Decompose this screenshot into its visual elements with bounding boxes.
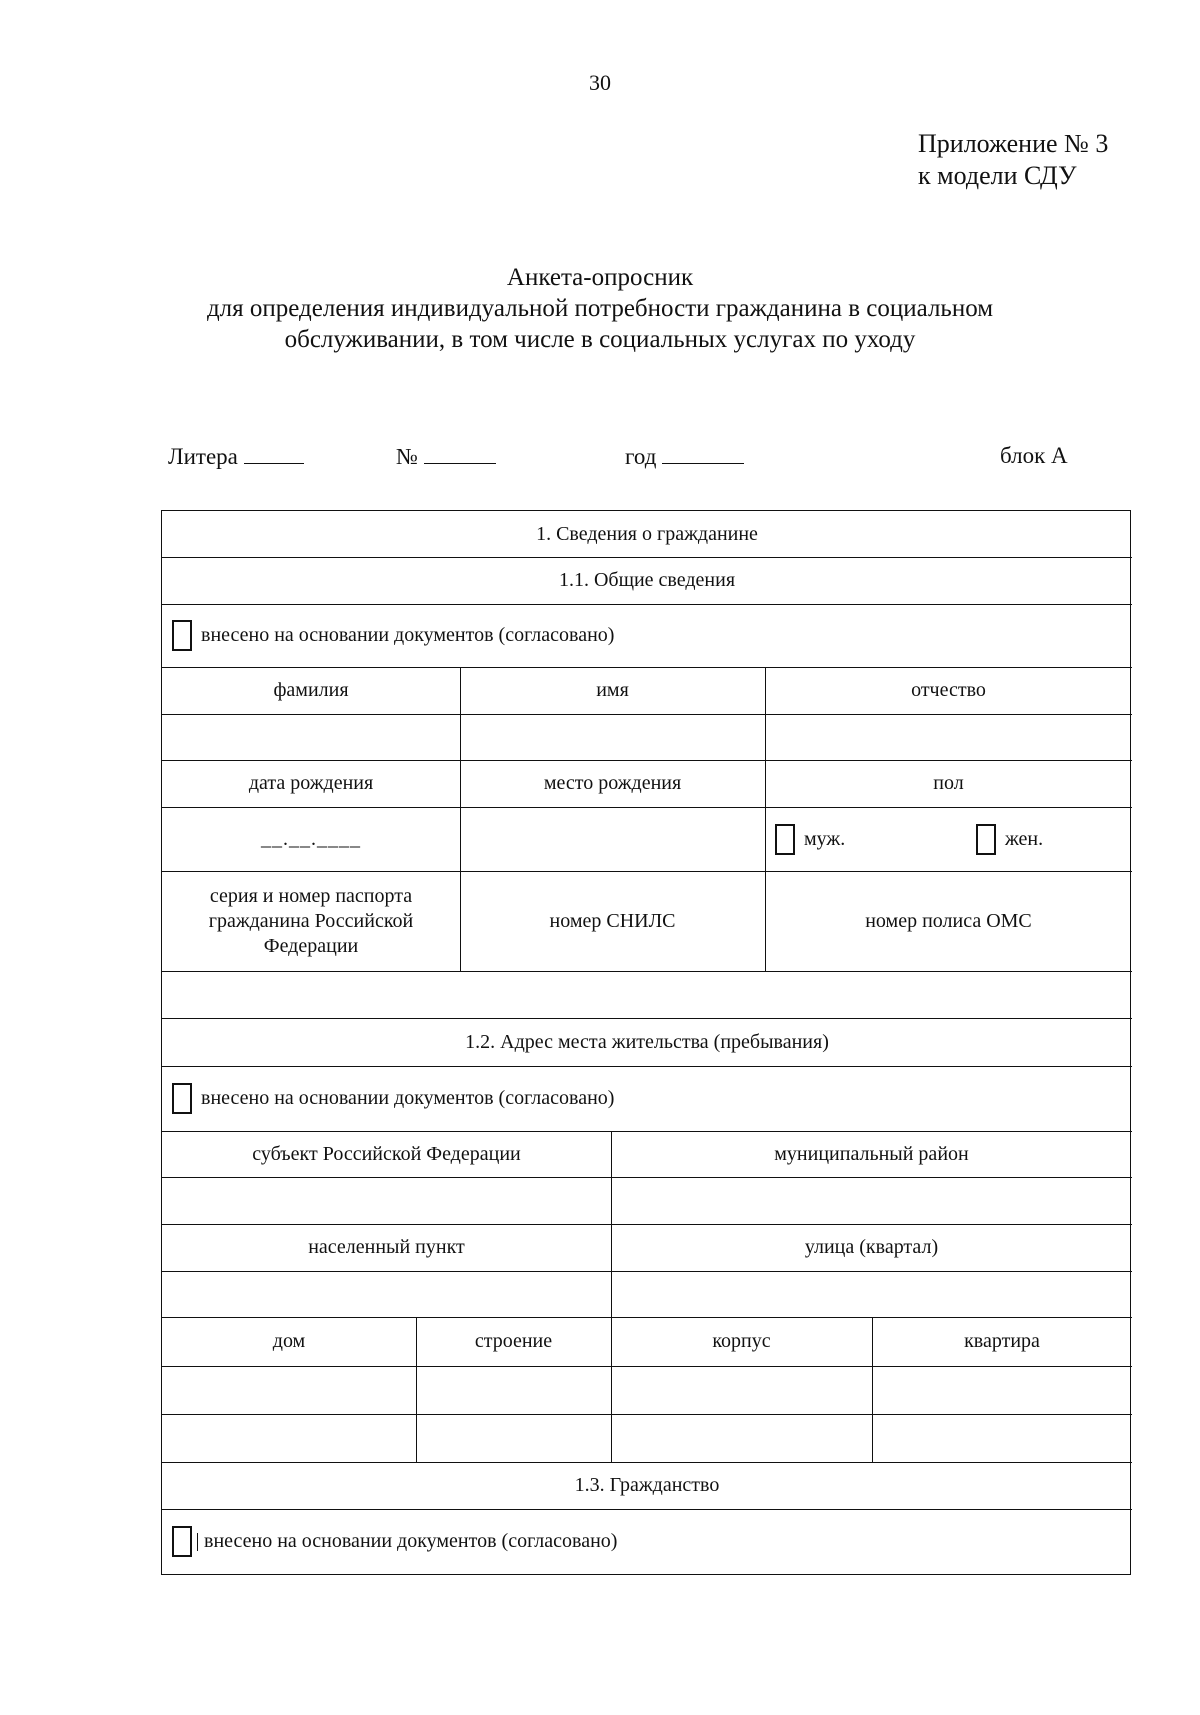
gender-male-option[interactable]	[765, 807, 965, 871]
gender-male-label: муж.	[804, 827, 846, 850]
house-input-2[interactable]	[162, 1414, 416, 1462]
locality-input[interactable]	[162, 1271, 611, 1317]
docs-checkbox-row-1	[162, 604, 1132, 667]
docs-checkbox-row-2	[162, 1066, 1132, 1131]
first-name-input[interactable]	[460, 714, 765, 760]
street-input[interactable]	[611, 1271, 1132, 1317]
snils-input[interactable]	[460, 971, 765, 1018]
section-1-title: 1. Сведения о гражданине	[536, 522, 758, 545]
gender-female-checkbox[interactable]	[976, 824, 996, 855]
docs-checkbox-row-3	[162, 1509, 1132, 1574]
title-line-3: обслуживании, в том числе в социальных услугах по уходу	[284, 326, 916, 353]
header-block: корпус	[712, 1330, 771, 1352]
header-region: субъект Российской Федерации	[252, 1142, 521, 1165]
header-street: улица (квартал)	[804, 1236, 939, 1258]
docs-checkbox-label-2: внесено на основании документов (согласовано)	[201, 1087, 615, 1109]
year-field	[625, 443, 744, 470]
surname-input[interactable]	[162, 714, 460, 760]
litera-field	[168, 443, 304, 470]
region-input[interactable]	[162, 1177, 611, 1224]
docs-checkbox-1[interactable]	[172, 620, 192, 651]
document-title	[0, 262, 1200, 355]
municipal-district-input[interactable]	[611, 1177, 1132, 1224]
year-label: год	[625, 444, 657, 469]
oms-policy-input[interactable]	[765, 971, 1132, 1018]
block-input[interactable]	[611, 1366, 872, 1414]
gender-female-label: жен.	[1005, 827, 1044, 850]
section-1-1-title: 1.1. Общие сведения	[558, 569, 736, 591]
litera-input[interactable]	[244, 443, 304, 464]
docs-checkbox-label-3: внесено на основании документов (согласовано)	[204, 1530, 618, 1552]
section-1-3-title: 1.3. Гражданство	[574, 1474, 720, 1496]
appendix-line-1: Приложение № 3	[918, 129, 1109, 158]
passport-input[interactable]	[162, 971, 460, 1018]
header-surname: фамилия	[273, 679, 349, 701]
apartment-input-2[interactable]	[872, 1414, 1132, 1462]
gender-female-option[interactable]	[974, 807, 1132, 871]
checkbox-bar-mark	[197, 1533, 198, 1551]
building-input-2[interactable]	[416, 1414, 611, 1462]
header-first-name: имя	[596, 679, 629, 701]
apartment-input[interactable]	[872, 1366, 1132, 1414]
header-oms-policy: номер полиса ОМС	[865, 909, 1032, 932]
birth-date-input[interactable]	[162, 807, 460, 871]
header-patronymic: отчество	[911, 679, 986, 701]
header-gender: пол	[933, 772, 964, 794]
header-passport: серия и номер паспорта гражданина Российской Федерации	[208, 884, 414, 957]
header-birth-date: дата рождения	[248, 772, 374, 794]
header-municipal-district: муниципальный район	[774, 1142, 969, 1165]
questionnaire-form	[161, 510, 1131, 1575]
docs-checkbox-3[interactable]	[172, 1526, 192, 1557]
number-label: №	[396, 444, 418, 469]
appendix-header	[918, 128, 1108, 192]
page-number: 30	[589, 70, 611, 95]
block-input-2[interactable]	[611, 1414, 872, 1462]
litera-label: Литера	[168, 444, 238, 469]
house-input[interactable]	[162, 1366, 416, 1414]
title-line-1: Анкета-опросник	[506, 264, 694, 291]
birth-date-placeholder: __.__.____	[261, 827, 361, 850]
section-1-2-title: 1.2. Адрес места жительства (пребывания)	[465, 1030, 829, 1053]
docs-checkbox-label-1: внесено на основании документов (согласовано)	[201, 624, 615, 646]
appendix-line-2: к модели СДУ	[918, 161, 1077, 190]
year-input[interactable]	[662, 443, 744, 464]
header-building: строение	[474, 1330, 553, 1352]
header-snils: номер СНИЛС	[549, 909, 676, 932]
docs-checkbox-2[interactable]	[172, 1083, 192, 1114]
gender-male-checkbox[interactable]	[775, 824, 795, 855]
header-house: дом	[272, 1330, 306, 1352]
building-input[interactable]	[416, 1366, 611, 1414]
number-field	[396, 443, 496, 470]
header-birth-place: место рождения	[543, 772, 682, 794]
header-apartment: квартира	[964, 1330, 1040, 1352]
header-locality: населенный пункт	[308, 1236, 465, 1258]
block-label: блок А	[1000, 443, 1068, 468]
patronymic-input[interactable]	[765, 714, 1132, 760]
birth-place-input[interactable]	[460, 807, 765, 871]
title-line-2: для определения индивидуальной потребности гражданина в социальном	[206, 295, 994, 322]
number-input[interactable]	[424, 443, 496, 464]
